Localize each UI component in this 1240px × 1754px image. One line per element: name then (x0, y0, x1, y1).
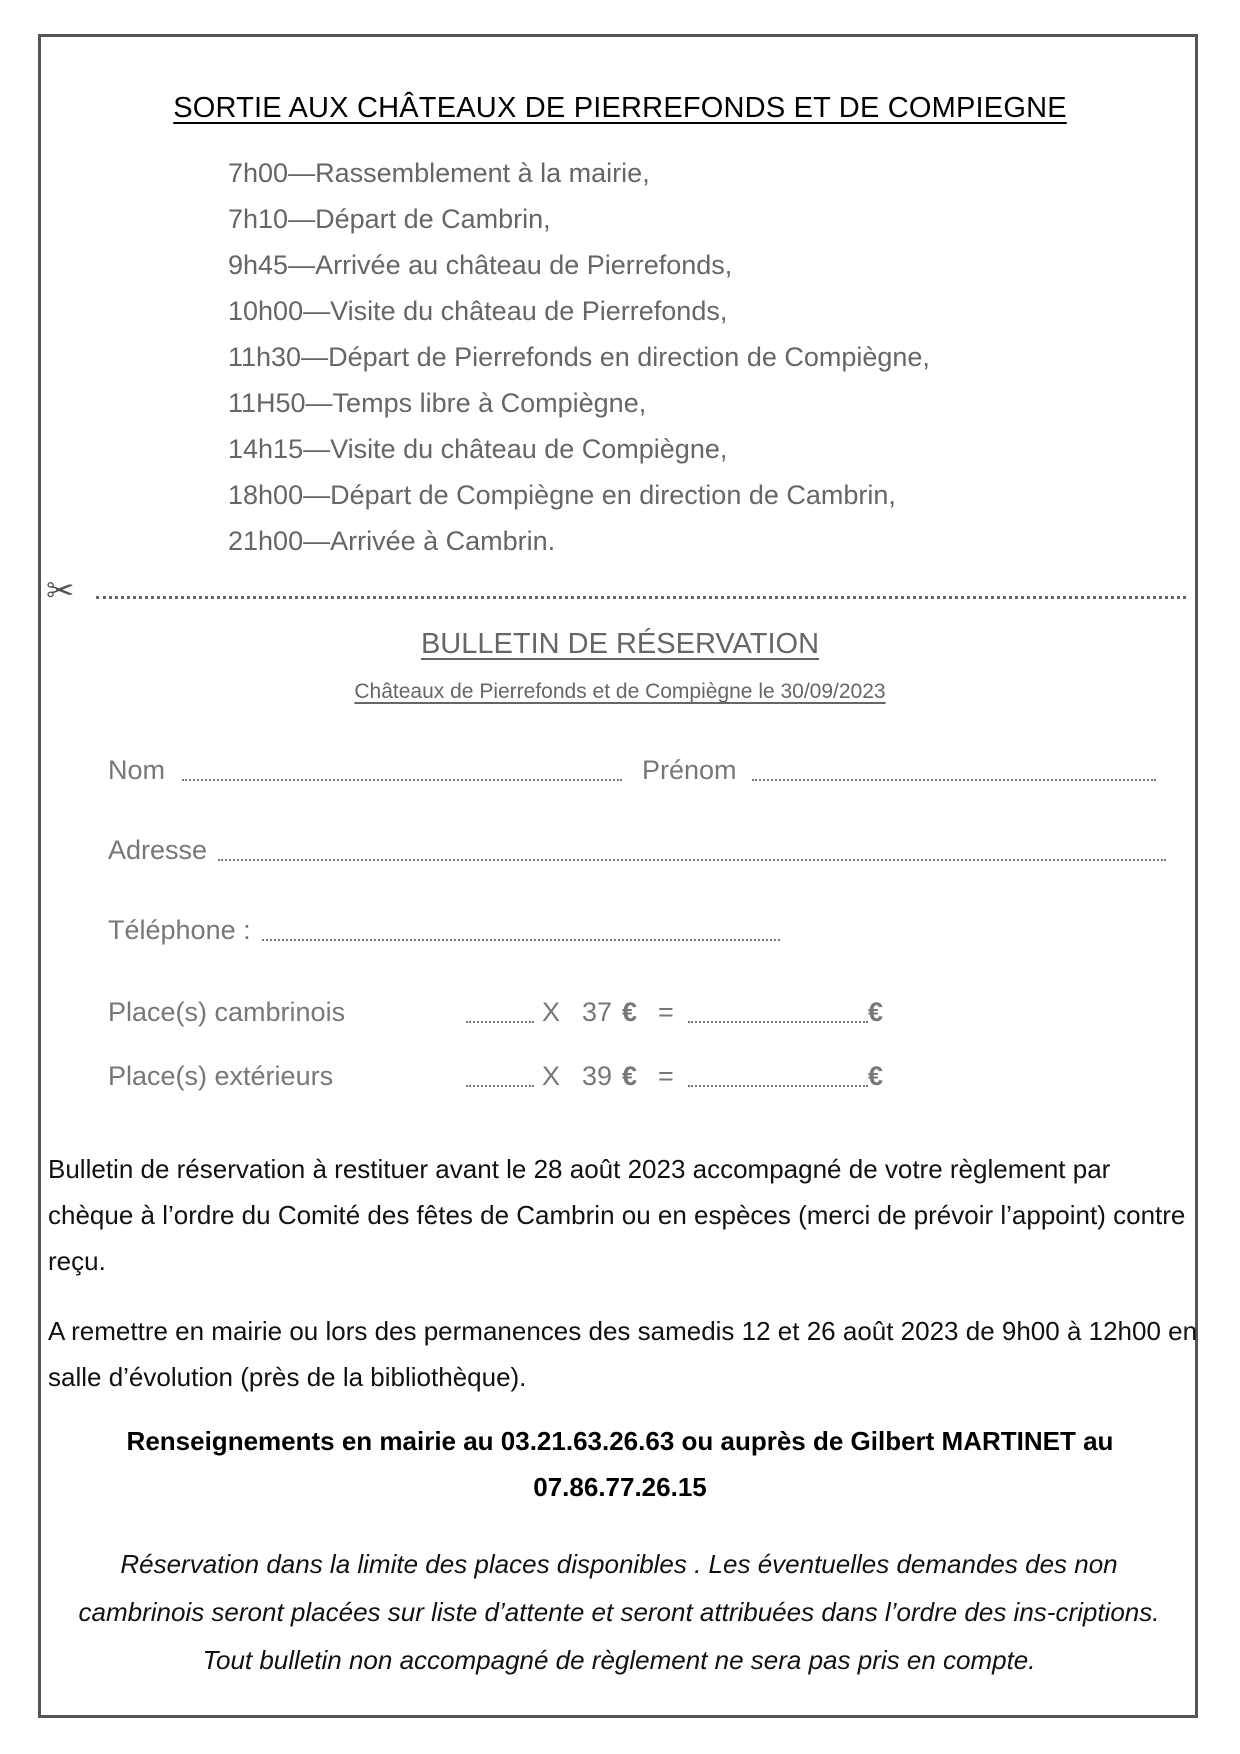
return-instructions: Bulletin de réservation à restituer avant le 28 août 2023 accompagné de votre règlement par chèque à l’ordre du Comité des fêtes de Cambrin ou en espèces (merci de prévoir l’appoint) contre reçu. (48, 1154, 1186, 1276)
telephone-field[interactable] (262, 939, 780, 941)
schedule-list (228, 150, 930, 564)
times-sign: X (542, 997, 561, 1027)
schedule-item: 11H50—Temps libre à Compiègne, (228, 388, 647, 418)
schedule-item: 7h00—Rassemblement à la mairie, (228, 158, 650, 188)
delivery-instructions: A remettre en mairie ou lors des permanences des samedis 12 et 26 août 2023 de 9h00 à 12h00 en salle d’évolution (près de la bibliothèque). (48, 1316, 1198, 1392)
bulletin-title: BULLETIN DE RÉSERVATION (420, 628, 820, 660)
total-cambrinois-field[interactable] (688, 1021, 868, 1023)
schedule-item: 7h10—Départ de Cambrin, (228, 204, 551, 234)
price-currency: € (622, 1061, 638, 1091)
equals-sign: = (658, 997, 674, 1027)
page-title: SORTIE AUX CHÂTEAUX DE PIERREFONDS ET DE COMPIEGNE (173, 92, 1067, 124)
prenom-field[interactable] (752, 779, 1156, 781)
schedule-item: 11h30—Départ de Pierrefonds en direction de Compiègne, (228, 342, 930, 372)
nom-label: Nom (108, 755, 166, 785)
nom-field[interactable] (182, 779, 622, 781)
scissors-icon: ✂ (46, 572, 75, 610)
places-cambrinois-qty-field[interactable] (466, 1021, 534, 1023)
equals-sign: = (658, 1061, 674, 1091)
prenom-label: Prénom (642, 755, 737, 785)
times-sign: X (542, 1061, 561, 1091)
schedule-item: 18h00—Départ de Compiègne en direction de Cambrin, (228, 480, 896, 510)
total-currency: € (868, 1061, 884, 1091)
places-exterieurs-label: Place(s) extérieurs (108, 1061, 334, 1091)
total-exterieurs-field[interactable] (688, 1085, 868, 1087)
price-exterieurs: 39 (582, 1061, 613, 1091)
price-cambrinois: 37 (582, 997, 613, 1027)
schedule-item: 14h15—Visite du château de Compiègne, (228, 434, 728, 464)
contact-info: Renseignements en mairie au 03.21.63.26.63 ou auprès de Gilbert MARTINET au 07.86.77.26.15 (126, 1426, 1114, 1502)
reservation-note: Réservation dans la limite des places disponibles . Les éventuelles demandes des non cambrinois seront placées sur liste d’attente et seront attribuées dans l’ordre des ins-criptions. Tout bulletin non accompagné de règlement ne sera pas pris en compte. (78, 1549, 1160, 1675)
places-exterieurs-qty-field[interactable] (466, 1085, 534, 1087)
schedule-item: 10h00—Visite du château de Pierrefonds, (228, 296, 728, 326)
bulletin-subtitle: Châteaux de Pierrefonds et de Compiègne le 30/09/2023 (354, 680, 886, 703)
places-cambrinois-label: Place(s) cambrinois (108, 997, 346, 1027)
schedule-item: 9h45—Arrivée au château de Pierrefonds, (228, 250, 733, 280)
price-currency: € (622, 997, 638, 1027)
cut-line (96, 596, 1186, 599)
adresse-label: Adresse (108, 835, 208, 865)
schedule-item: 21h00—Arrivée à Cambrin. (228, 526, 556, 556)
total-currency: € (868, 997, 884, 1027)
telephone-label: Téléphone : (108, 915, 251, 945)
adresse-field[interactable] (218, 859, 1166, 861)
